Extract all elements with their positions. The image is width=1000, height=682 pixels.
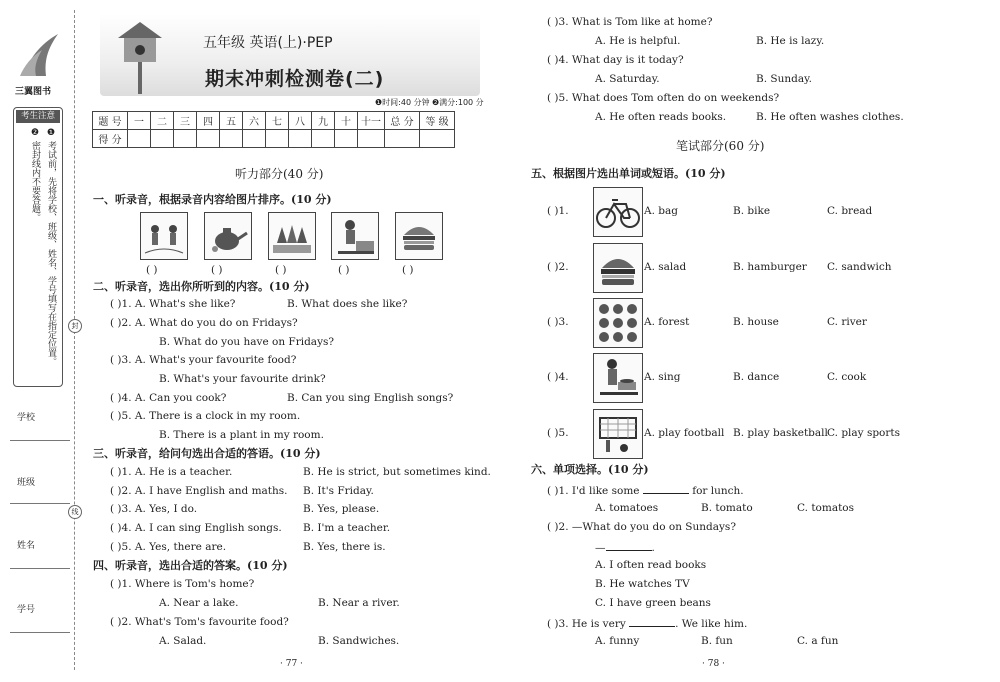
s6-q3-post: . We like him.	[675, 618, 748, 630]
score-header-cell: 等 级	[420, 112, 455, 130]
score-table-score-row	[93, 130, 455, 148]
s3-q3[interactable]: ( )3. A. Yes, I do.	[110, 503, 198, 515]
s2-q4-b: B. Can you sing English songs?	[287, 392, 454, 404]
s5-q1-a: A. bag	[644, 205, 678, 217]
s4-q5-b: B. He often washes clothes.	[756, 111, 904, 123]
s6-q3-b: B. fun	[701, 635, 733, 647]
s4-q1-a: A. Near a lake.	[159, 597, 239, 609]
bike-icon	[593, 187, 643, 237]
score-header-cell: 一	[128, 112, 151, 130]
score-cell[interactable]	[289, 130, 312, 148]
s5-q5-b: B. play basketball	[733, 427, 828, 439]
teapot-picture	[204, 212, 252, 260]
listening-section-title: 听力部分(40 分)	[235, 167, 324, 181]
page-number-78: · 78 ·	[702, 659, 725, 669]
cooking-picture	[331, 212, 379, 260]
notice-item-2: ❷ 密封线内不要答题。	[30, 128, 40, 222]
field-name-label: 姓名	[17, 541, 36, 551]
s3-q5-b: B. Yes, there is.	[303, 541, 386, 553]
brand-name: 三翼图书	[15, 87, 52, 97]
score-cell[interactable]	[266, 130, 289, 148]
s5-q2-b: B. hamburger	[733, 261, 807, 273]
score-header-cell: 七	[266, 112, 289, 130]
s5-q3-b: B. house	[733, 316, 779, 328]
football-goal-icon	[593, 409, 643, 459]
s6-q2-a: A. I often read books	[595, 559, 707, 571]
s6-q1-post: for lunch.	[692, 485, 744, 497]
s3-q2[interactable]: ( )2. A. I have English and maths.	[110, 485, 288, 497]
s3-q5[interactable]: ( )5. A. Yes, there are.	[110, 541, 227, 553]
s4-q1-b: B. Near a river.	[318, 597, 400, 609]
s5-q3-c: C. river	[827, 316, 867, 328]
seal-mark-xian: 线	[68, 505, 82, 519]
s5-q2-a: A. salad	[644, 261, 687, 273]
field-id-label: 学号	[17, 605, 36, 615]
s2-q5[interactable]: ( )5. A. There is a clock in my room.	[110, 410, 301, 422]
score-header-cell: 总 分	[385, 112, 420, 130]
s6-q1-a: A. tomatoes	[595, 502, 659, 514]
order-blank-3[interactable]: ( )	[275, 264, 287, 276]
s5-q2[interactable]: ( )2.	[547, 261, 569, 273]
page-number-77: · 77 ·	[280, 659, 303, 669]
score-cell[interactable]	[243, 130, 266, 148]
score-header-cell: 六	[243, 112, 266, 130]
score-cell[interactable]	[197, 130, 220, 148]
s6-q3-blank[interactable]	[629, 616, 675, 627]
s4-q2-b: B. Sandwiches.	[318, 635, 400, 647]
s4-q1[interactable]: ( )1. Where is Tom's home?	[110, 578, 255, 590]
s2-q1-b: B. What does she like?	[287, 298, 408, 310]
s2-q2-b: B. What do you have on Fridays?	[159, 336, 335, 348]
s5-q5[interactable]: ( )5.	[547, 427, 569, 439]
score-header-cell: 五	[220, 112, 243, 130]
field-class-line[interactable]	[10, 503, 70, 504]
s6-q2-b: B. He watches TV	[595, 578, 690, 590]
kids-playing-picture	[140, 212, 188, 260]
score-cell[interactable]	[420, 130, 455, 148]
s2-q2[interactable]: ( )2. A. What do you do on Fridays?	[110, 317, 298, 329]
s5-q4-b: B. dance	[733, 371, 780, 383]
header-subject: 五年级 英语(上)·PEP	[203, 35, 333, 51]
page-title: 期末冲刺检测卷(二)	[205, 68, 385, 90]
section-3-heading: 三、听录音，给问句选出合适的答语。(10 分)	[93, 447, 321, 460]
score-header-cell: 四	[197, 112, 220, 130]
s4-q3[interactable]: ( )3. What is Tom like at home?	[547, 16, 713, 28]
written-section-title: 笔试部分(60 分)	[676, 139, 765, 153]
s6-q3-c: C. a fun	[797, 635, 839, 647]
s3-q3-b: B. Yes, please.	[303, 503, 380, 515]
header-time: ❶时间:40 分钟	[375, 98, 430, 107]
s5-q5-c: C. play sports	[827, 427, 901, 439]
s4-q4-b: B. Sunday.	[756, 73, 812, 85]
forest-icon	[593, 298, 643, 348]
s4-q3-a: A. He is helpful.	[595, 35, 681, 47]
s6-q1[interactable]	[547, 483, 744, 498]
score-cell[interactable]	[335, 130, 358, 148]
section-5-heading: 五、根据图片选出单词或短语。(10 分)	[531, 167, 726, 180]
section-4-heading: 四、听录音，选出合适的答案。(10 分)	[93, 559, 288, 572]
score-header-cell: 二	[151, 112, 174, 130]
hamburger-picture	[395, 212, 443, 260]
s3-q1-b: B. He is strict, but sometimes kind.	[303, 466, 491, 478]
exam-notice-box	[13, 107, 63, 387]
s2-q1[interactable]: ( )1. A. What's she like?	[110, 298, 236, 310]
field-name-line[interactable]	[10, 568, 70, 569]
s5-q4-c: C. cook	[827, 371, 867, 383]
birdhouse-icon	[110, 16, 170, 96]
s4-q3-b: B. He is lazy.	[756, 35, 825, 47]
s5-q2-c: C. sandwich	[827, 261, 892, 273]
field-id-line[interactable]	[10, 632, 70, 633]
s4-q5[interactable]: ( )5. What does Tom often do on weekends?	[547, 92, 780, 104]
s5-q1-b: B. bike	[733, 205, 771, 217]
s2-q5-b: B. There is a plant in my room.	[159, 429, 324, 441]
section-2-heading: 二、听录音，选出你所听到的内容。(10 分)	[93, 280, 310, 293]
s4-q5-a: A. He often reads books.	[595, 111, 727, 123]
s6-q2-c: C. I have green beans	[595, 597, 711, 609]
s5-q4-a: A. sing	[644, 371, 681, 383]
cooking-girl-icon	[593, 353, 643, 403]
s5-q1[interactable]: ( )1.	[547, 205, 569, 217]
s4-q4[interactable]: ( )4. What day is it today?	[547, 54, 684, 66]
s6-q3[interactable]	[547, 616, 747, 631]
order-blank-5[interactable]: ( )	[402, 264, 414, 276]
sidebar	[0, 0, 80, 682]
order-blank-1[interactable]: ( )	[146, 264, 158, 276]
field-school-label: 学校	[17, 413, 36, 423]
score-row-label: 得 分	[93, 130, 128, 148]
score-cell[interactable]	[358, 130, 385, 148]
seal-line	[74, 10, 75, 670]
order-blank-4[interactable]: ( )	[338, 264, 350, 276]
s6-q1-pre: ( )1. I'd like some	[547, 485, 640, 497]
score-cell[interactable]	[385, 130, 420, 148]
s5-q1-c: C. bread	[827, 205, 873, 217]
s4-q2[interactable]: ( )2. What's Tom's favourite food?	[110, 616, 289, 628]
s2-q3-b: B. What's your favourite drink?	[159, 373, 326, 385]
score-cell[interactable]	[312, 130, 335, 148]
score-header-cell: 十	[335, 112, 358, 130]
field-class-label: 班级	[17, 478, 36, 488]
hamburger-icon	[593, 243, 643, 293]
score-cell[interactable]	[174, 130, 197, 148]
s3-q2-b: B. It's Friday.	[303, 485, 374, 497]
score-cell[interactable]	[151, 130, 174, 148]
s5-q3-a: A. forest	[644, 316, 690, 328]
score-cell[interactable]	[128, 130, 151, 148]
header-full-score: ❷满分:100 分	[432, 98, 484, 107]
s5-q4[interactable]: ( )4.	[547, 371, 569, 383]
section-1-heading: 一、听录音，根据录音内容给图片排序。(10 分)	[93, 193, 332, 206]
score-table	[92, 111, 455, 148]
s5-q5-a: A. play football	[644, 427, 725, 439]
seal-mark-feng: 封	[68, 319, 82, 333]
s3-q1[interactable]: ( )1. A. He is a teacher.	[110, 466, 233, 478]
trees-picture	[268, 212, 316, 260]
s5-q3[interactable]: ( )3.	[547, 316, 569, 328]
s6-q1-c: C. tomatos	[797, 502, 855, 514]
s6-q3-a: A. funny	[595, 635, 640, 647]
s2-q3[interactable]: ( )3. A. What's your favourite food?	[110, 354, 297, 366]
brand-logo-icon	[18, 30, 62, 82]
s3-q4[interactable]: ( )4. A. I can sing English songs.	[110, 522, 282, 534]
field-school-line[interactable]	[10, 440, 70, 441]
score-header-cell: 三	[174, 112, 197, 130]
s6-q2-blank[interactable]	[606, 540, 652, 551]
s6-q1-b: B. tomato	[701, 502, 753, 514]
score-header-cell: 十一	[358, 112, 385, 130]
s2-q4[interactable]: ( )4. A. Can you cook?	[110, 392, 227, 404]
section-6-heading: 六、单项选择。(10 分)	[531, 463, 649, 476]
s4-q4-a: A. Saturday.	[595, 73, 660, 85]
notice-title: 考生注意	[16, 110, 60, 123]
score-header-cell: 题 号	[93, 112, 128, 130]
score-header-cell: 九	[312, 112, 335, 130]
score-cell[interactable]	[220, 130, 243, 148]
s3-q4-b: B. I'm a teacher.	[303, 522, 391, 534]
order-blank-2[interactable]: ( )	[211, 264, 223, 276]
s6-q3-pre: ( )3. He is very	[547, 618, 626, 630]
s6-q2[interactable]: ( )2. —What do you do on Sundays?	[547, 521, 736, 533]
s6-q2-answer-line[interactable]: — .	[595, 542, 655, 554]
notice-item-1: ❶ 考试前，先将学校、班级、姓名、学号填写在指定位置。	[46, 128, 56, 366]
score-table-header-row	[93, 112, 455, 130]
score-header-cell: 八	[289, 112, 312, 130]
s4-q2-a: A. Salad.	[159, 635, 207, 647]
s6-q1-blank[interactable]	[643, 483, 689, 494]
